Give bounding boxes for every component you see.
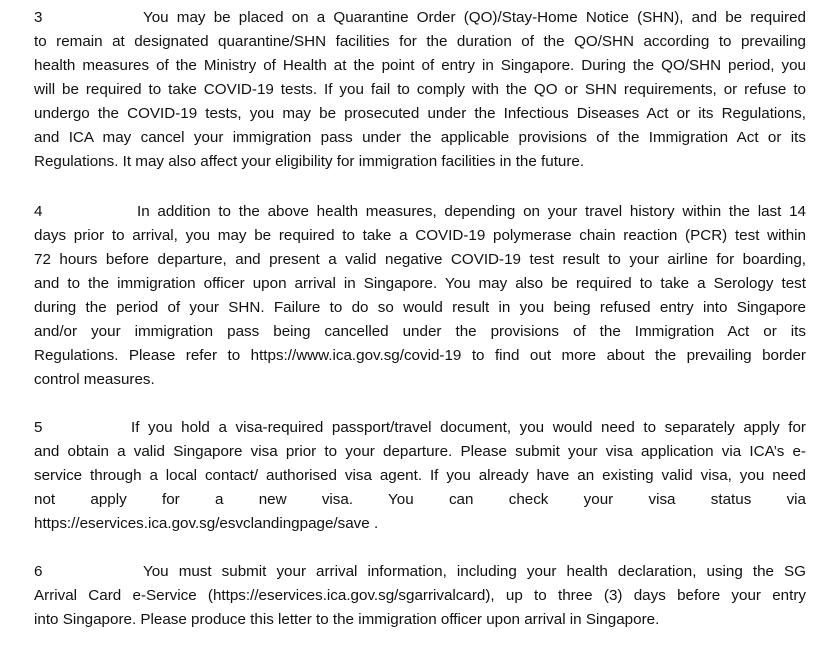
text-line: and to the immigration officer upon arrival in Singapore. You may also be required to take a Serology test — [34, 275, 806, 292]
text-line: Arrival Card e-Service (https://eservices.ica.gov.sg/sgarrivalcard), up to three (3) days before your entry — [34, 587, 806, 604]
text-line: 4 In addition to the above health measures, depending on your travel history within the last 14 — [34, 200, 806, 224]
text-line: days prior to arrival, you may be required to take a COVID-19 polymerase chain reaction (PCR) test within — [34, 227, 806, 244]
line-text: You must submit your arrival information, including your health declaration, using the SG — [143, 563, 806, 580]
text-line: undergo the COVID-19 tests, you may be prosecuted under the Infectious Diseases Act or its Regulations, — [34, 105, 806, 122]
text-line: not apply for a new visa. You can check your visa status via — [34, 491, 806, 508]
text-line: will be required to take COVID-19 tests. If you fail to comply with the QO or SHN requirements, or refuse to — [34, 81, 806, 98]
text-line: and/or your immigration pass being cancelled under the provisions of the Immigration Act or its — [34, 323, 806, 340]
text-line: to remain at designated quarantine/SHN facilities for the duration of the QO/SHN according to prevailing — [34, 33, 806, 50]
text-line: 3 You may be placed on a Quarantine Order (QO)/Stay-Home Notice (SHN), and be required — [34, 6, 806, 30]
paragraph-5 — [34, 416, 806, 536]
text-line: and obtain a valid Singapore visa prior to your departure. Please submit your visa application via ICA’s e- — [34, 443, 806, 460]
line-text: You may be placed on a Quarantine Order (QO)/Stay-Home Notice (SHN), and be required — [143, 9, 806, 26]
text-line: service through a local contact/ authorised visa agent. If you already have an existing valid visa, you need — [34, 467, 806, 484]
line-text: If you hold a visa-required passport/travel document, you would need to separately apply for — [131, 419, 806, 436]
text-line: and ICA may cancel your immigration pass under the applicable provisions of the Immigration Act or its — [34, 129, 806, 146]
line-text: In addition to the above health measures, depending on your travel history within the last 14 — [137, 203, 806, 220]
text-line: health measures of the Ministry of Health at the point of entry in Singapore. During the QO/SHN period, you — [34, 57, 806, 74]
text-line: 5 If you hold a visa-required passport/travel document, you would need to separately apply for — [34, 416, 806, 440]
text-line: into Singapore. Please produce this letter to the immigration officer upon arrival in Singapore. — [34, 611, 660, 628]
paragraph-6 — [34, 560, 806, 632]
text-line: 6 You must submit your arrival information, including your health declaration, using the SG — [34, 560, 806, 584]
text-line: https://eservices.ica.gov.sg/esvclandingpage/save . — [34, 515, 379, 532]
paragraph-3 — [34, 6, 806, 174]
text-line: Regulations. Please refer to https://www.ica.gov.sg/covid-19 to find out more about the prevailing border — [34, 347, 806, 364]
text-line: during the period of your SHN. Failure to do so would result in you being refused entry into Singapore — [34, 299, 806, 316]
text-line: Regulations. It may also affect your eligibility for immigration facilities in the future. — [34, 153, 585, 170]
text-line: control measures. — [34, 371, 155, 388]
text-line: 72 hours before departure, and present a valid negative COVID-19 test result to your airline for boarding, — [34, 251, 806, 268]
paragraph-4 — [34, 200, 806, 392]
